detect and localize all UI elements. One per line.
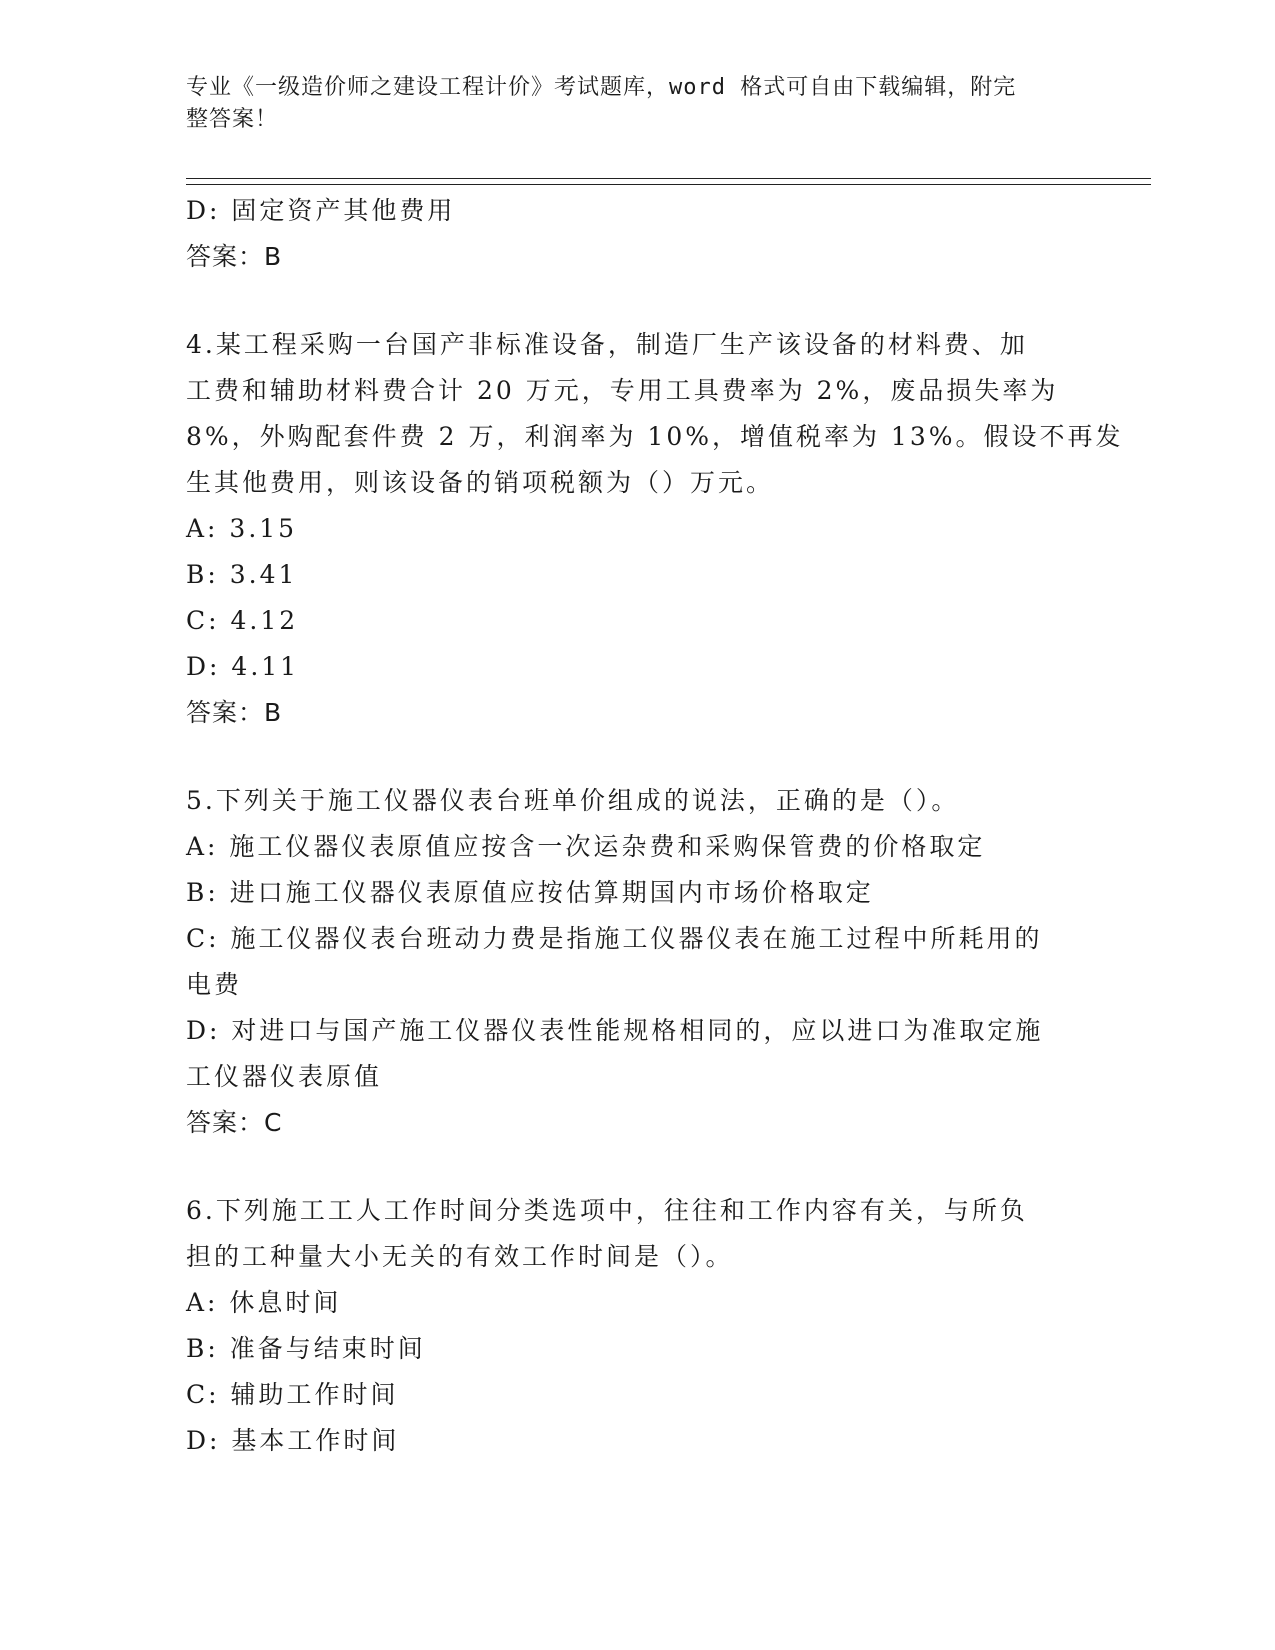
q6-option-d: D: 基本工作时间 xyxy=(186,1426,400,1455)
q4-answer: 答案：B xyxy=(186,698,283,727)
q3-answer: 答案：B xyxy=(186,242,283,271)
q4-stem-line: 工费和辅助材料费合计 20 万元，专用工具费率为 2%，废品损失率为 xyxy=(186,376,1059,405)
q4-stem-line: 8%，外购配套件费 2 万，利润率为 10%，增值税率为 13%。假设不再发 xyxy=(186,422,1124,451)
spacer xyxy=(186,280,1086,322)
q5-option-d-cont: 工仪器仪表原值 xyxy=(186,1062,383,1091)
q5-option-c-cont: 电费 xyxy=(186,970,243,999)
q5-option-d: D: 对进口与国产施工仪器仪表性能规格相同的，应以进口为准取定施 xyxy=(186,1016,1044,1045)
q5-option-b: B: 进口施工仪器仪表原值应按估算期国内市场价格取定 xyxy=(186,878,874,907)
question-6 xyxy=(186,1188,1086,1464)
header-line-2: 整答案！ xyxy=(186,107,279,132)
q3-option-d: D: 固定资产其他费用 xyxy=(186,196,456,225)
q4-option-b: B: 3.41 xyxy=(186,560,298,589)
q6-option-a: A: 休息时间 xyxy=(186,1288,342,1317)
header-rule-top xyxy=(186,178,1151,179)
q5-answer: 答案：C xyxy=(186,1108,283,1137)
q6-stem-line: 担的工种量大小无关的有效工作时间是（）。 xyxy=(186,1242,734,1271)
q5-stem: 5.下列关于施工仪器仪表台班单价组成的说法，正确的是（）。 xyxy=(186,786,960,815)
spacer xyxy=(186,736,1086,778)
header-rule-bottom xyxy=(186,184,1151,185)
q4-stem-line: 4.某工程采购一台国产非标准设备，制造厂生产该设备的材料费、加 xyxy=(186,330,1028,359)
header-line-1: 专业《一级造价师之建设工程计价》考试题库，word 格式可自由下载编辑，附完 xyxy=(186,75,1017,100)
question-5 xyxy=(186,778,1086,1146)
q4-option-d: D: 4.11 xyxy=(186,652,300,681)
q6-option-c: C: 辅助工作时间 xyxy=(186,1380,399,1409)
q5-option-a: A: 施工仪器仪表原值应按含一次运杂费和采购保管费的价格取定 xyxy=(186,832,986,861)
page-header xyxy=(186,72,1066,136)
q5-option-c: C: 施工仪器仪表台班动力费是指施工仪器仪表在施工过程中所耗用的 xyxy=(186,924,1043,953)
q6-option-b: B: 准备与结束时间 xyxy=(186,1334,426,1363)
q4-option-a: A: 3.15 xyxy=(186,514,298,543)
q4-option-c: C: 4.12 xyxy=(186,606,299,635)
q4-stem-line: 生其他费用，则该设备的销项税额为（）万元。 xyxy=(186,468,775,497)
question-4 xyxy=(186,322,1124,736)
q6-stem-line: 6.下列施工工人工作时间分类选项中，往往和工作内容有关，与所负 xyxy=(186,1196,1028,1225)
spacer xyxy=(186,1146,1086,1188)
document-body xyxy=(186,188,1124,1464)
